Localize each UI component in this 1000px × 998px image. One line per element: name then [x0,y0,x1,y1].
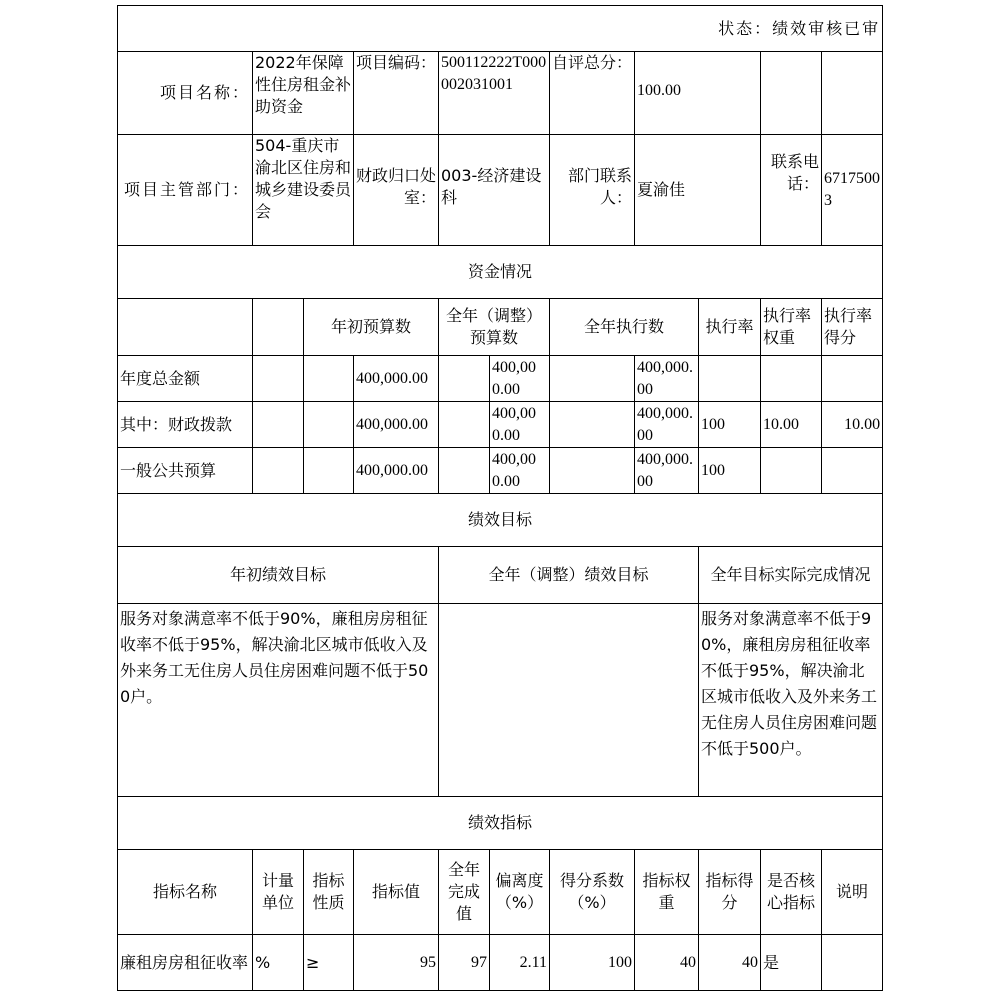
table-row [118,356,883,402]
exec-score-value [822,356,883,402]
adjusted-goal-header: 全年（调整）绩效目标 [439,547,699,604]
empty-cell [253,402,304,448]
exec-weight-value: 10.00 [761,402,822,448]
initial-budget-header: 年初预算数 [304,299,439,356]
indicator-weight: 40 [635,935,699,991]
adjusted-goal-text [439,604,699,797]
exec-score-value: 10.00 [822,402,883,448]
score-coef-header: 得分系数（%） [550,850,635,935]
phone-value: 67175003 [822,135,883,246]
indicator-score-coef: 100 [550,935,635,991]
empty-cell [304,448,354,494]
executed-header: 全年执行数 [550,299,699,356]
empty-cell [439,448,490,494]
project-name-value: 2022年保障性住房租金补助资金 [253,52,354,135]
note-header: 说明 [822,850,883,935]
deviation-header: 偏离度（%） [490,850,550,935]
goals-section-title: 绩效目标 [118,494,883,547]
indicator-note [822,935,883,991]
contact-label: 部门联系人： [550,135,635,246]
performance-evaluation-form [117,5,883,991]
adjusted-budget-value: 400,000.00 [490,356,550,402]
empty-cell [304,356,354,402]
initial-budget-value: 400,000.00 [354,448,439,494]
finance-office-label: 财政归口处室： [354,135,439,246]
exec-weight-value [761,448,822,494]
empty-cell [550,356,635,402]
contact-value: 夏渝佳 [635,135,761,246]
self-score-value: 100.00 [635,52,761,135]
exec-weight-header: 执行率权重 [761,299,822,356]
indicator-name-header: 指标名称 [118,850,253,935]
initial-goal-text: 服务对象满意率不低于90%，廉租房房租征收率不低于95%，解决渝北区城市低收入及外来务工无住房人员住房困难问题不低于500户。 [118,604,439,797]
adjusted-budget-header: 全年（调整）预算数 [439,299,550,356]
initial-goal-header: 年初绩效目标 [118,547,439,604]
finance-office-value: 003-经济建设科 [439,135,550,246]
indicator-unit: % [253,935,304,991]
table-row [118,402,883,448]
target-value-header: 指标值 [354,850,439,935]
empty-cell [304,402,354,448]
fund-row-label: 年度总金额 [118,356,253,402]
project-code-label: 项目编码： [354,52,439,135]
nature-header: 指标性质 [304,850,354,935]
actual-goal-header: 全年目标实际完成情况 [699,547,883,604]
dept-label: 项目主管部门： [118,135,253,246]
empty-cell [761,52,822,135]
indicator-score-header: 指标得分 [699,850,761,935]
table-row [118,935,883,991]
adjusted-budget-value: 400,000.00 [490,448,550,494]
exec-rate-value [699,356,761,402]
indicator-nature: ≥ [304,935,354,991]
table-row [118,448,883,494]
empty-cell [550,448,635,494]
empty-cell [253,448,304,494]
empty-cell [118,299,253,356]
empty-cell [439,402,490,448]
indicator-is-core: 是 [761,935,822,991]
indicator-completed-value: 97 [439,935,490,991]
project-name-label: 项目名称： [118,52,253,135]
exec-rate-header: 执行率 [699,299,761,356]
initial-budget-value: 400,000.00 [354,356,439,402]
status-text: 状态：绩效审核已审 [118,6,883,52]
exec-weight-value [761,356,822,402]
empty-cell [550,402,635,448]
self-score-label: 自评总分： [550,52,635,135]
funds-section-title: 资金情况 [118,246,883,299]
indicator-weight-header: 指标权重 [635,850,699,935]
unit-header: 计量单位 [253,850,304,935]
indicator-name: 廉租房房租征收率 [118,935,253,991]
executed-value: 400,000.00 [635,356,699,402]
empty-cell [253,356,304,402]
exec-rate-value: 100 [699,402,761,448]
fund-row-label: 一般公共预算 [118,448,253,494]
exec-rate-value: 100 [699,448,761,494]
indicators-section-title: 绩效指标 [118,797,883,850]
indicator-score: 40 [699,935,761,991]
dept-value: 504-重庆市渝北区住房和城乡建设委员会 [253,135,354,246]
fund-row-label: 其中：财政拨款 [118,402,253,448]
completed-value-header: 全年完成值 [439,850,490,935]
indicator-deviation: 2.11 [490,935,550,991]
exec-score-value [822,448,883,494]
actual-goal-text: 服务对象满意率不低于90%，廉租房房租征收率不低于95%，解决渝北区城市低收入及外来务工无住房人员住房困难问题不低于500户。 [699,604,883,797]
empty-cell [253,299,304,356]
core-indicator-header: 是否核心指标 [761,850,822,935]
indicator-target-value: 95 [354,935,439,991]
executed-value: 400,000.00 [635,448,699,494]
exec-score-header: 执行率得分 [822,299,883,356]
empty-cell [439,356,490,402]
executed-value: 400,000.00 [635,402,699,448]
initial-budget-value: 400,000.00 [354,402,439,448]
project-code-value: 500112222T000002031001 [439,52,550,135]
phone-label: 联系电话： [761,135,822,246]
empty-cell [822,52,883,135]
adjusted-budget-value: 400,000.00 [490,402,550,448]
